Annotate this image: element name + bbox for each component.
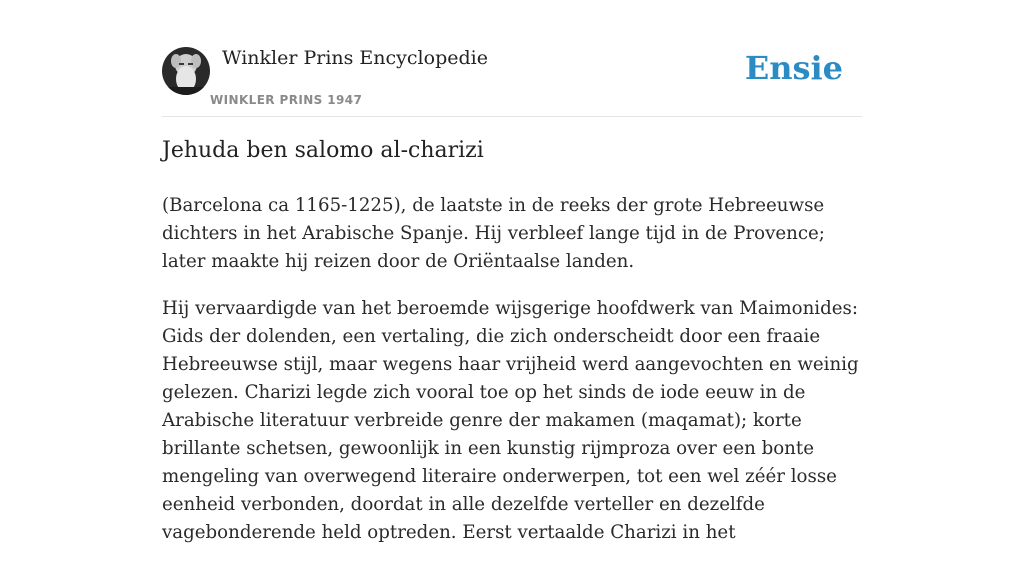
- source-title[interactable]: Winkler Prins Encyclopedie: [222, 47, 488, 69]
- article-title: Jehuda ben salomo al-charizi: [162, 138, 484, 163]
- source-avatar-icon[interactable]: [162, 47, 210, 95]
- ensie-logo-link[interactable]: Ensie: [744, 49, 843, 87]
- article-body: [162, 192, 864, 566]
- article-paragraph: (Barcelona ca 1165-1225), de laatste in de reeks der grote Hebreeuwse dichters in het Arabische Spanje. Hij verbleef lange tijd in de Provence; later maakte hij reizen door de Oriëntaalse landen.: [162, 195, 825, 272]
- article-paragraph: Hij vervaardigde van het beroemde wijsgerige hoofdwerk van Maimonides: Gids der dolenden, een vertaling, die zich onderscheidt door een fraaie Hebreeuwse stijl, maar wegens haar vrijheid werd aangevochten en weinig gelezen. Charizi legde zich vooral toe op het sinds de iode eeuw in de Arabische literatuur verbreide genre der makamen (maqamat); korte brillante schetsen, gewoonlijk in een kunstig rijmproza over een bonte mengeling van overwegend literaire onderwerpen, tot een wel zéér losse eenheid verbonden, doordat in alle dezelfde verteller en dezelfde vagebonderende held optreden. Eerst vertaalde Charizi in het: [162, 298, 859, 543]
- source-header: [162, 45, 862, 117]
- bearded-portrait-icon: [162, 47, 210, 95]
- source-subtitle[interactable]: WINKLER PRINS 1947: [210, 93, 363, 107]
